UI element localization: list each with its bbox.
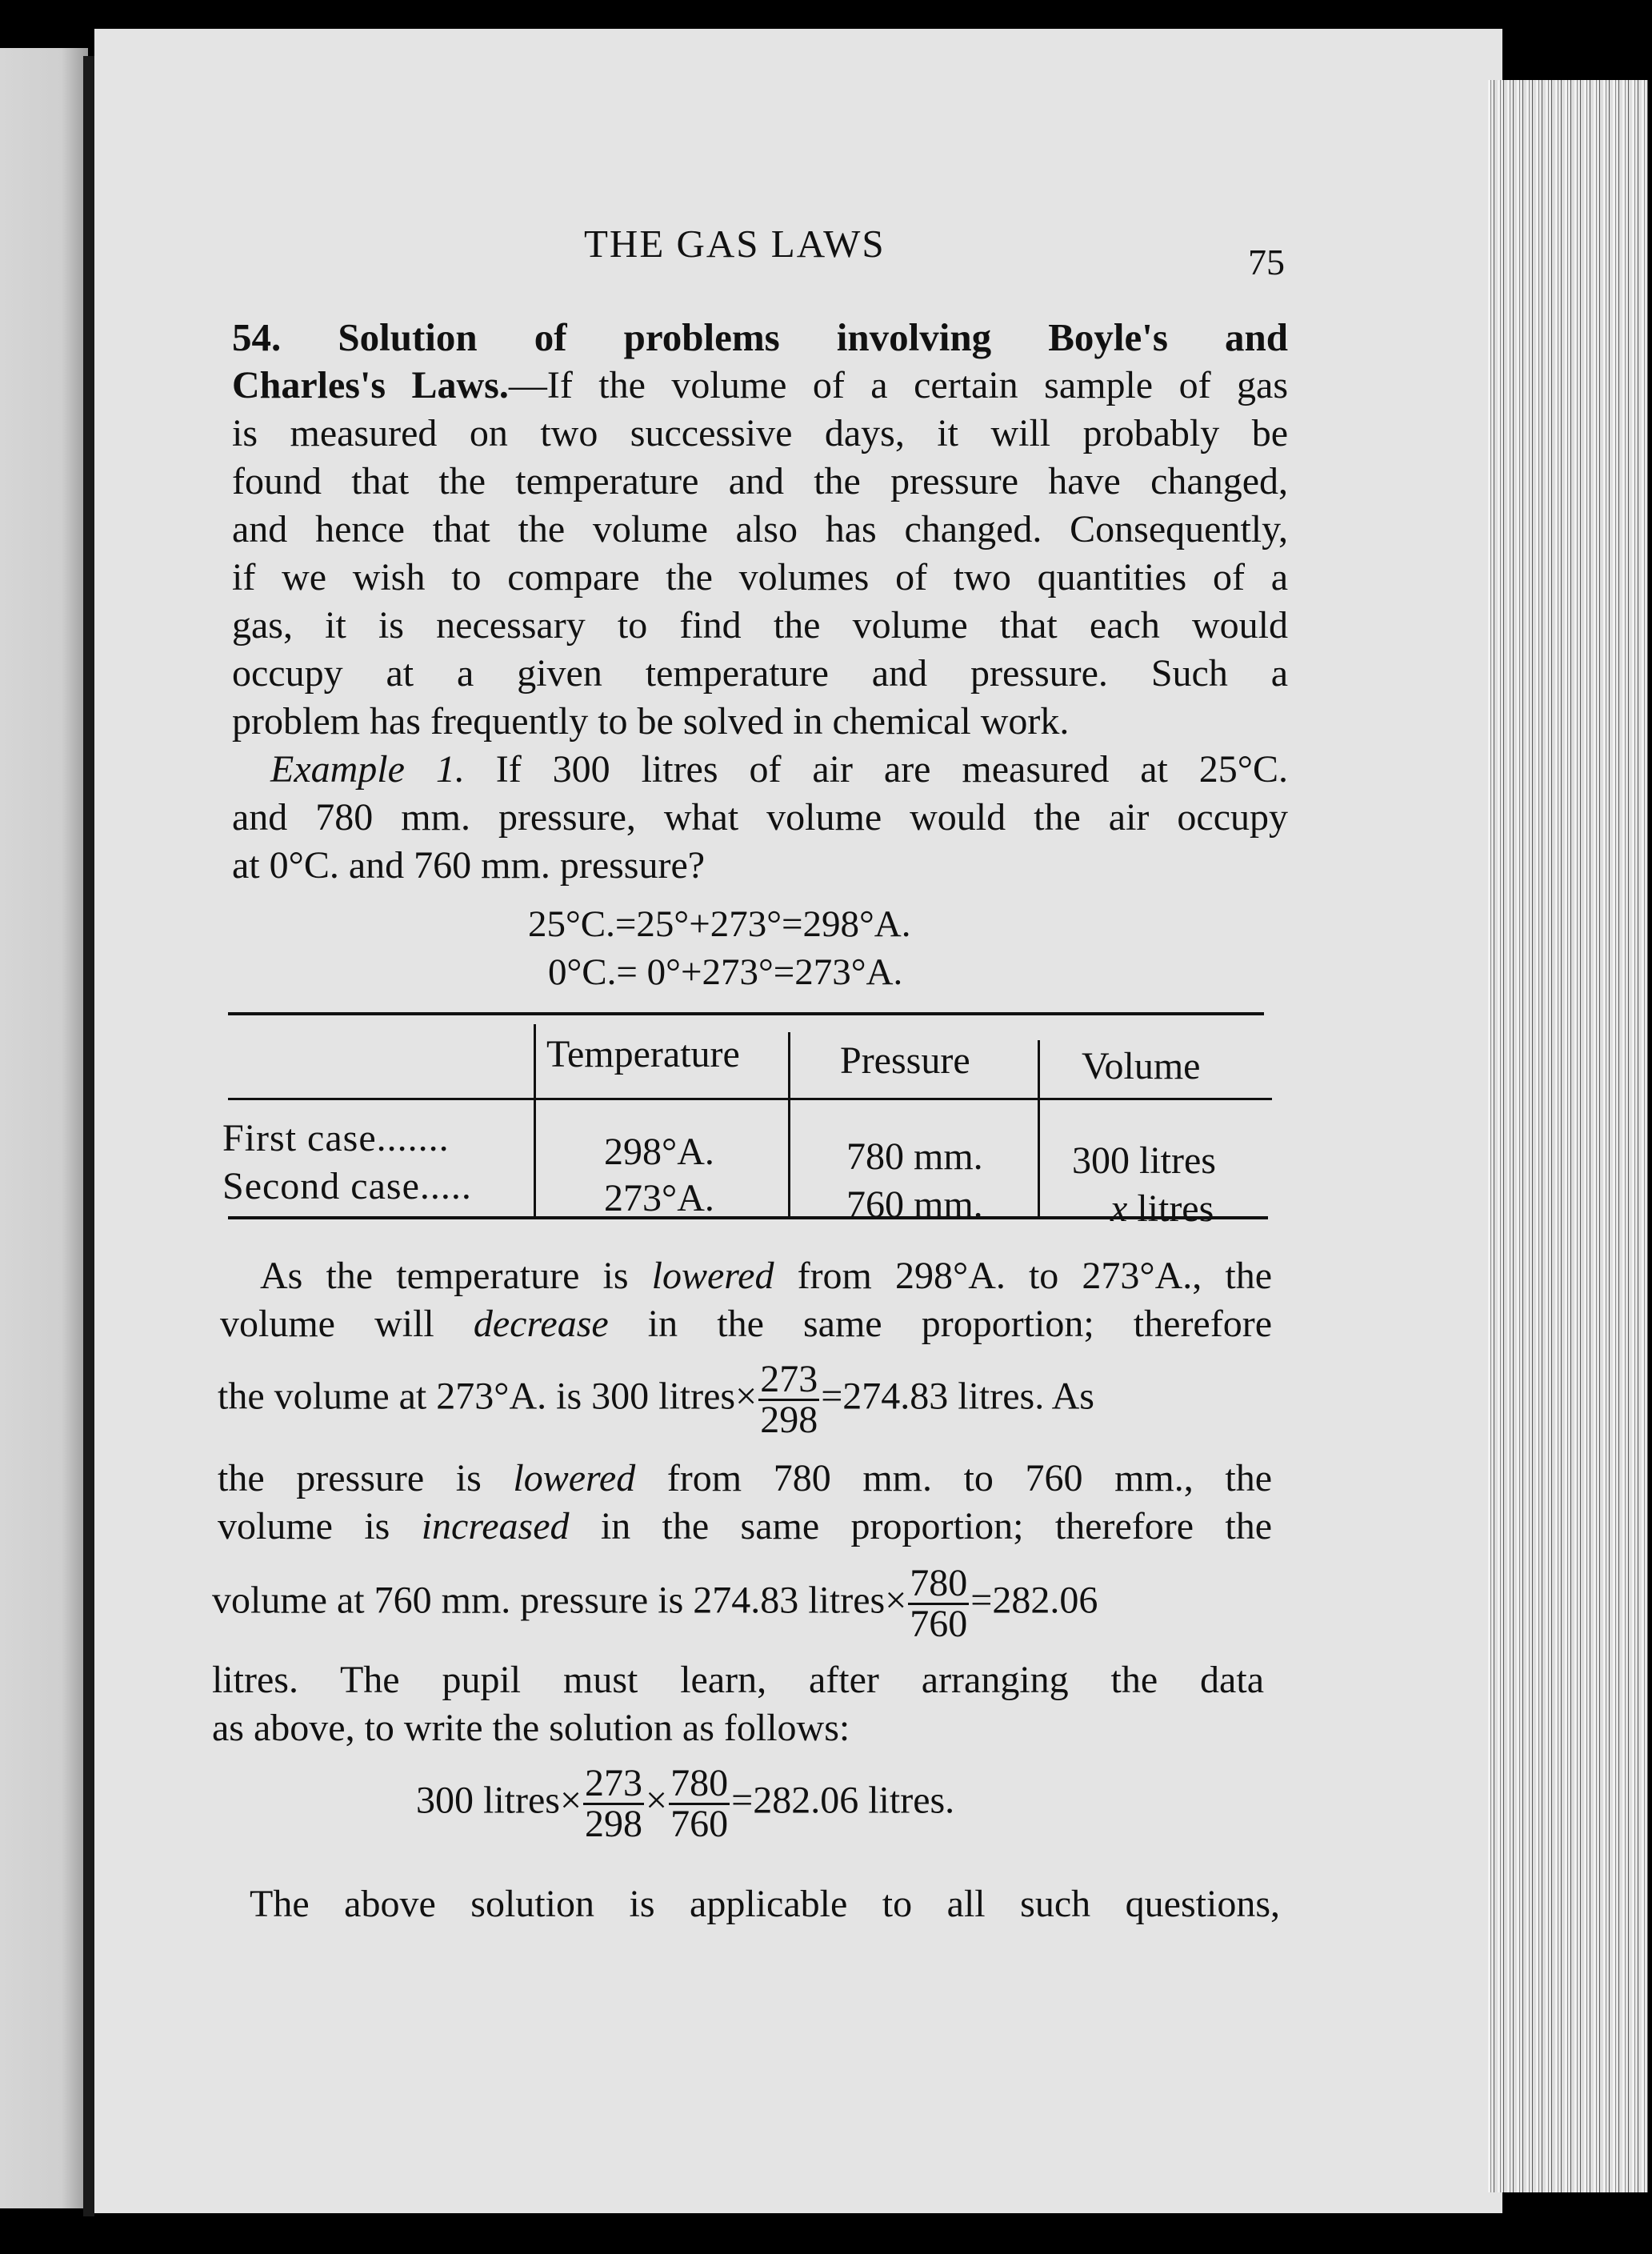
explanation-line-5 (218, 1503, 1272, 1551)
solution-b: =282.06 litres. (731, 1779, 955, 1822)
table-column-divider-3 (1038, 1040, 1040, 1216)
section-heading-end: Charles's Laws. (232, 364, 509, 406)
explanation-line-2-b: in the same proportion; therefore (608, 1303, 1272, 1345)
solution-formula (416, 1764, 954, 1844)
left-page-edge (0, 48, 88, 2208)
table-row-1-pressure: 780 mm. (846, 1135, 983, 1178)
fraction-numerator: 273 (585, 1762, 643, 1804)
page-number: 75 (1248, 242, 1285, 282)
solution-a: 300 litres× (416, 1779, 582, 1822)
explanation-line-3 (218, 1360, 1094, 1439)
section-line-4: and hence that the volume also has changed. Consequently, (232, 508, 1288, 550)
explanation-line-4-em: lowered (513, 1457, 636, 1499)
explanation-line-6 (212, 1564, 1098, 1643)
fraction-denominator: 760 (670, 1803, 729, 1845)
explanation-line-8: as above, to write the solution as follows: (212, 1707, 850, 1749)
explanation-line-1-em: lowered (651, 1255, 774, 1297)
explanation-line-4 (218, 1455, 1272, 1503)
section-line-3: found that the temperature and the pressure have changed, (232, 460, 1288, 502)
explanation-line-3-a: the volume at 273°A. is 300 litres× (218, 1375, 758, 1418)
fraction-numerator: 780 (910, 1562, 968, 1604)
table-header-volume: Volume (1082, 1045, 1201, 1087)
section-line-6: gas, it is necessary to find the volume that each would (232, 604, 1288, 647)
calculation-line-2: 0°C.= 0°+273°=273°A. (548, 951, 903, 993)
explanation-line-4-b: from 780 mm. to 760 mm., the (635, 1457, 1273, 1499)
section-heading-line-1: 54. Solution of problems involving Boyle's and (232, 315, 1288, 359)
example-line-1-text: If 300 litres of air are measured at 25°C. (495, 748, 1288, 791)
section-line-8: problem has frequently to be solved in chemical work. (232, 700, 1070, 743)
explanation-line-2-a: volume will (220, 1303, 474, 1345)
section-line-1-text: —If the volume of a certain sample of gas (508, 364, 1289, 406)
explanation-line-5-a: volume is (218, 1505, 422, 1547)
explanation-line-2-em: decrease (473, 1303, 609, 1345)
fraction-780-760 (908, 1564, 969, 1643)
explanation-line-1-a: As the temperature is (260, 1255, 652, 1297)
explanation-line-7: litres. The pupil must learn, after arranging the data (212, 1659, 1264, 1701)
explanation-line-5-em: increased (421, 1505, 570, 1547)
example-line-3: at 0°C. and 760 mm. pressure? (232, 844, 706, 887)
table-row-2-volume: x litres (1110, 1187, 1214, 1230)
table-column-divider-1 (534, 1024, 536, 1216)
table-header-temperature: Temperature (546, 1033, 740, 1075)
calculation-line-1: 25°C.=25°+273°=298°A. (528, 903, 911, 945)
book-gutter (83, 56, 94, 2216)
section-line-5: if we wish to compare the volumes of two quantities of a (232, 556, 1288, 599)
example-line-2: and 780 mm. pressure, what volume would the air occupy (232, 796, 1288, 839)
fraction-numerator: 780 (670, 1762, 729, 1804)
running-head: THE GAS LAWS (584, 222, 886, 266)
section-line-1 (232, 362, 1288, 410)
table-row-1-label: First case....... (222, 1117, 450, 1159)
example-line-1 (270, 746, 1288, 794)
explanation-line-6-b: =282.06 (970, 1579, 1098, 1622)
section-line-2: is measured on two successive days, it will probably be (232, 412, 1288, 454)
explanation-line-4-a: the pressure is (218, 1457, 514, 1499)
times-sign: × (646, 1779, 668, 1822)
fraction-denominator: 298 (760, 1399, 818, 1441)
table-header-pressure: Pressure (840, 1039, 970, 1082)
table-row-2-pressure: 760 mm. (846, 1183, 983, 1226)
table-row-1-temperature: 298°A. (604, 1131, 714, 1173)
fraction-denominator: 760 (910, 1603, 968, 1645)
fraction-273-298-solution (583, 1764, 644, 1844)
closing-line: The above solution is applicable to all such questions, (250, 1883, 1280, 1925)
section-line-7: occupy at a given temperature and pressure. Such a (232, 652, 1288, 695)
explanation-line-1-b: from 298°A. to 273°A., the (774, 1255, 1273, 1297)
table-row-1-volume: 300 litres (1072, 1139, 1216, 1182)
fraction-denominator: 298 (585, 1803, 643, 1845)
example-label: Example 1. (270, 748, 465, 791)
fraction-numerator: 273 (760, 1358, 818, 1400)
explanation-line-3-b: =274.83 litres. As (821, 1375, 1094, 1418)
table-row-2-label: Second case..... (222, 1165, 472, 1207)
page-edge-stack (1488, 80, 1648, 2192)
fraction-780-760-solution (669, 1764, 730, 1844)
table-column-divider-2 (788, 1032, 790, 1216)
explanation-line-6-a: volume at 760 mm. pressure is 274.83 litres× (212, 1579, 907, 1622)
table-top-rule (228, 1012, 1264, 1015)
explanation-line-5-b: in the same proportion; therefore the (569, 1505, 1272, 1547)
table-header-rule (228, 1098, 1272, 1100)
explanation-line-2 (220, 1300, 1272, 1348)
fraction-273-298 (758, 1360, 819, 1439)
explanation-line-1 (260, 1252, 1272, 1300)
table-row-2-temperature: 273°A. (604, 1177, 714, 1219)
